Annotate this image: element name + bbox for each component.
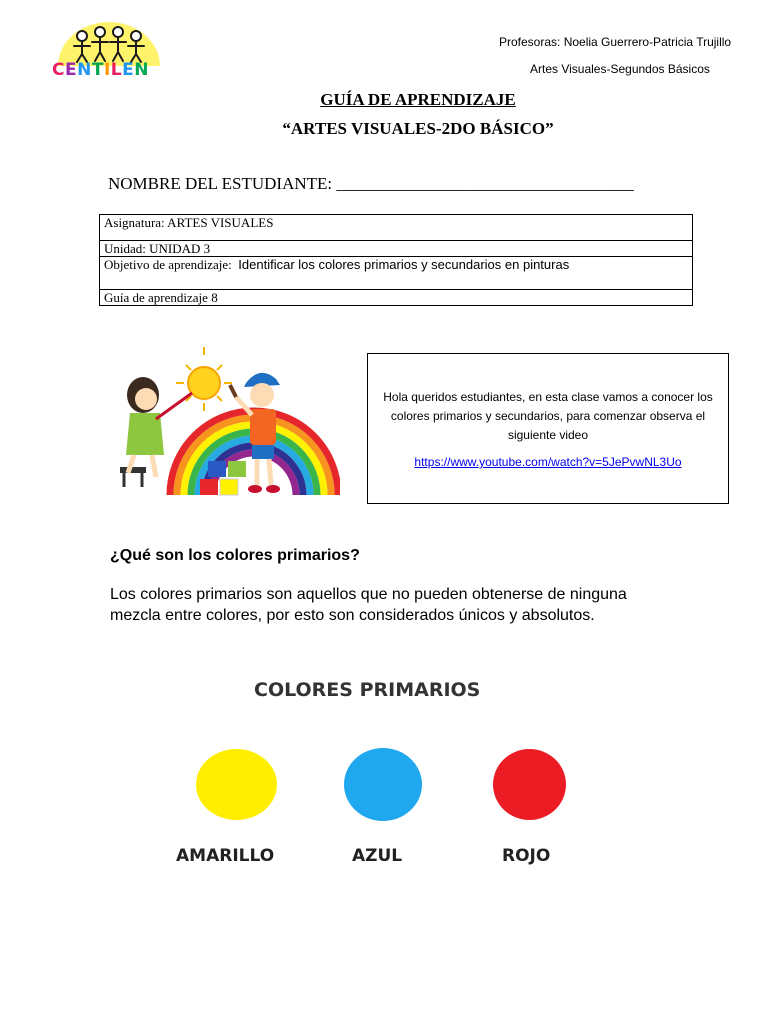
question-heading: ¿Qué son los colores primarios? bbox=[110, 547, 360, 564]
answer-paragraph: Los colores primarios son aquellos que no pueden obtenerse de ninguna mezcla entre colores, por esto son considerados únicos y absolutos. bbox=[110, 586, 627, 624]
unidad-cell: Unidad: UNIDAD 3 bbox=[100, 241, 693, 257]
red-label: ROJO bbox=[502, 846, 551, 866]
info-table bbox=[99, 214, 693, 306]
subject-line: Artes Visuales-Segundos Básicos bbox=[530, 62, 710, 76]
guia-cell: Guía de aprendizaje 8 bbox=[100, 290, 693, 306]
yellow-label: AMARILLO bbox=[176, 846, 275, 866]
objetivo-label: Objetivo de aprendizaje: bbox=[104, 257, 232, 272]
student-name-field[interactable]: NOMBRE DEL ESTUDIANTE: ___________________________________ bbox=[108, 174, 634, 193]
logo-letter: E bbox=[122, 60, 135, 80]
logo-letter: L bbox=[110, 60, 123, 80]
logo-letter: N bbox=[134, 60, 149, 80]
logo-wordmark bbox=[52, 60, 149, 80]
objetivo-cell bbox=[100, 257, 693, 290]
yellow-circle bbox=[196, 749, 277, 820]
greeting-text: Hola queridos estudiantes, en esta clase vamos a conocer los colores primarios y secundarios, para comenzar observa el siguiente video bbox=[383, 390, 713, 442]
logo-letter: N bbox=[77, 60, 92, 80]
teachers-line: Profesoras: Noelia Guerrero-Patricia Trujillo bbox=[499, 35, 732, 49]
video-link[interactable]: https://www.youtube.com/watch?v=5JePvwNL3Uo bbox=[414, 455, 682, 469]
red-circle bbox=[493, 749, 566, 820]
guide-title: GUÍA DE APRENDIZAJE bbox=[320, 90, 516, 109]
blue-label: AZUL bbox=[352, 846, 403, 866]
guide-subtitle: “ARTES VISUALES-2DO BÁSICO” bbox=[282, 119, 554, 138]
primary-colors-title: COLORES PRIMARIOS bbox=[254, 679, 481, 701]
logo-letter: C bbox=[52, 60, 65, 80]
blue-circle bbox=[344, 748, 422, 821]
asignatura-cell: Asignatura: ARTES VISUALES bbox=[100, 215, 693, 241]
objetivo-value: Identificar los colores primarios y secundarios en pinturas bbox=[238, 257, 570, 272]
greeting-box bbox=[367, 353, 729, 504]
logo-letter: T bbox=[91, 60, 104, 80]
kids-painting-rainbow-illustration bbox=[108, 345, 340, 505]
logo-letter: E bbox=[64, 60, 78, 80]
logo-letter: I bbox=[103, 60, 111, 80]
